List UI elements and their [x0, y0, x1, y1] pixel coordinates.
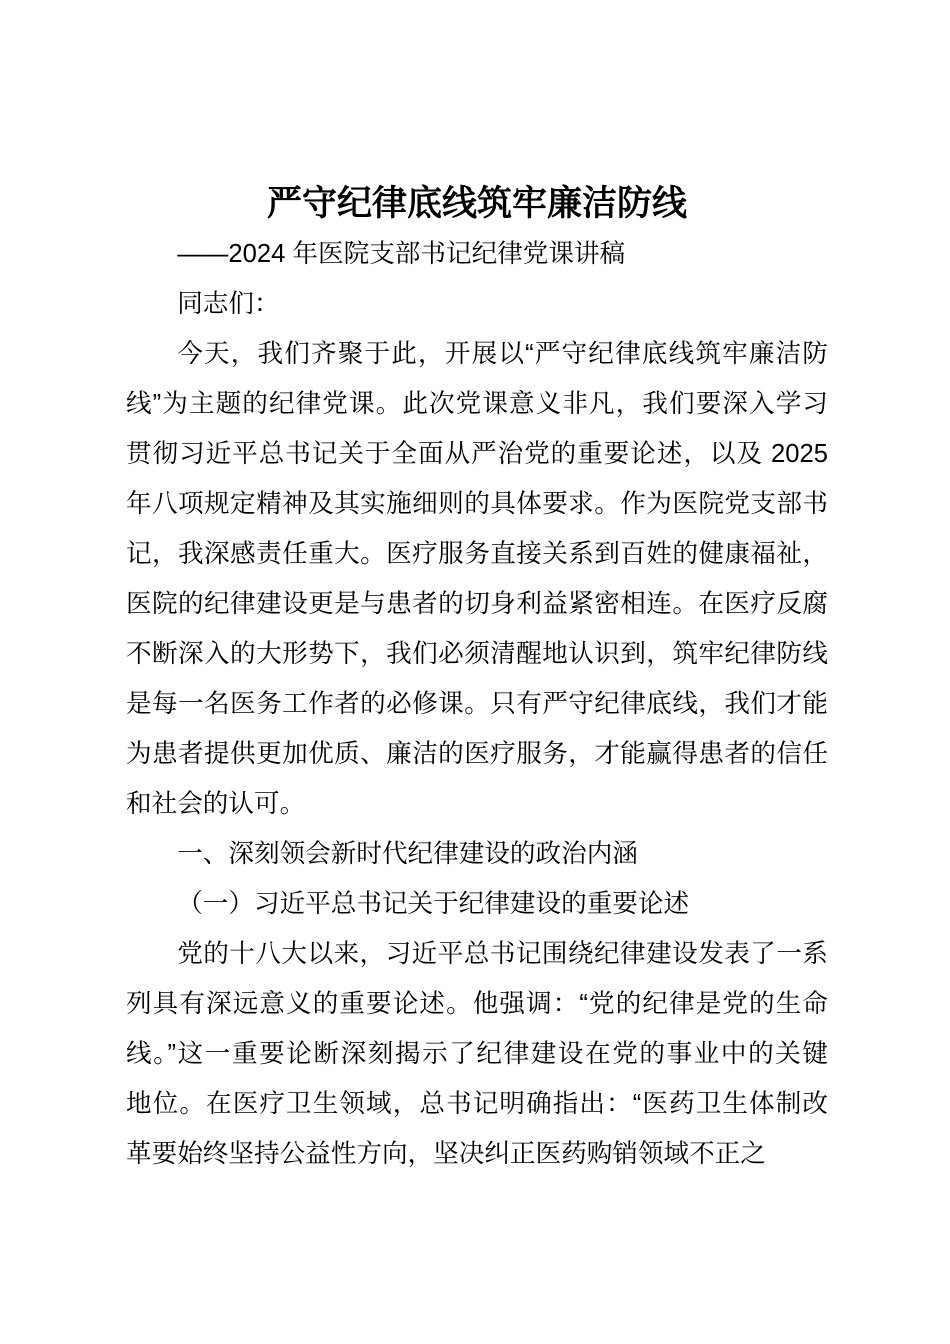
- paragraph-line: 地位。在医疗卫生领域，总书记明确指出：“医药卫生体制改: [126, 1090, 828, 1118]
- document-body: [126, 279, 828, 1179]
- paragraph-line: 和社会的认可。: [126, 790, 306, 818]
- paragraph-line: 记，我深感责任重大。医疗服务直接关系到百姓的健康福祉，: [126, 540, 828, 568]
- paragraph-line: 革要始终坚持公益性方向，坚决纠正医药购销领域不正之: [126, 1140, 766, 1168]
- paragraph-line: 列具有深远意义的重要论述。他强调：“党的纪律是党的生命: [126, 990, 828, 1018]
- paragraph-line: 党的十八大以来，习近平总书记围绕纪律建设发表了一系: [177, 940, 828, 968]
- salutation: 同志们：: [177, 290, 280, 318]
- paragraph-line: 线”为主题的纪律党课。此次党课意义非凡，我们要深入学习: [126, 390, 828, 418]
- paragraph-line: 为患者提供更加优质、廉洁的医疗服务，才能赢得患者的信任: [126, 740, 828, 768]
- paragraph-line: 贯彻习近平总书记关于全面从严治党的重要论述，以及 2025: [126, 440, 828, 468]
- document-content: [126, 179, 828, 1179]
- paragraph-line: 年八项规定精神及其实施细则的具体要求。作为医院党支部书: [126, 490, 828, 518]
- paragraph-line: 医院的纪律建设更是与患者的切身利益紧密相连。在医疗反腐: [126, 590, 828, 618]
- document-subtitle: ——2024 年医院支部书记纪律党课讲稿: [177, 240, 626, 268]
- document-title: 严守纪律底线筑牢廉洁防线: [266, 184, 687, 223]
- paragraph-line: 是每一名医务工作者的必修课。只有严守纪律底线，我们才能: [126, 690, 828, 718]
- paragraph-line: 不断深入的大形势下，我们必须清醒地认识到，筑牢纪律防线: [126, 640, 828, 668]
- section-heading: 一、深刻领会新时代纪律建设的政治内涵: [177, 840, 638, 868]
- paragraph-line: 今天，我们齐聚于此，开展以“严守纪律底线筑牢廉洁防: [177, 340, 828, 368]
- paragraph-line: 线。”这一重要论断深刻揭示了纪律建设在党的事业中的关键: [126, 1040, 828, 1068]
- subsection-heading: （一）习近平总书记关于纪律建设的重要论述: [177, 890, 690, 918]
